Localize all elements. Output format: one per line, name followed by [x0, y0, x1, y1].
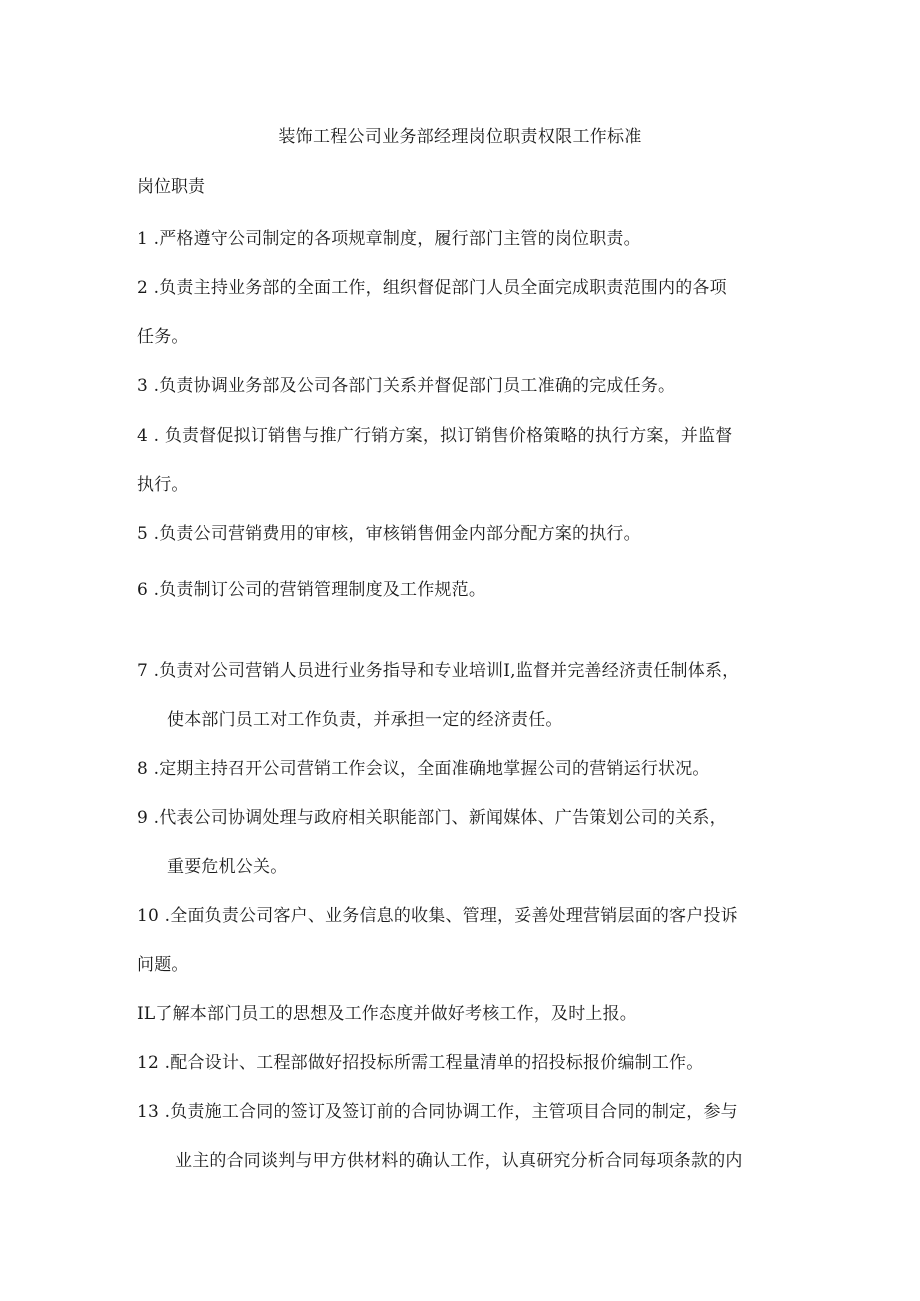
duty-line-11: IL了解本部门员工的思想及工作态度并做好考核工作，及时上报。 — [137, 1004, 638, 1024]
duty-line-1: 1 .严格遵守公司制定的各项规章制度，履行部门主管的岗位职责。 — [137, 229, 641, 249]
document-title: 装饰工程公司业务部经理岗位职责权限工作标准 — [278, 127, 642, 147]
duty-line-3: 3 .负责协调业务部及公司各部门关系并督促部门员工准确的完成任务。 — [137, 376, 676, 396]
duty-line-7: 7 .负责对公司营销人员进行业务指导和专业培训I,监督并完善经济责任制体系， — [137, 661, 740, 681]
duty-line-2: 2 .负责主持业务部的全面工作，组织督促部门人员全面完成职责范围内的各项 — [137, 278, 727, 298]
duty-line-9-cont: 重要危机公关。 — [167, 857, 288, 877]
duty-line-12: 12 .配合设计、工程部做好招投标所需工程量清单的招投标报价编制工作。 — [137, 1053, 704, 1073]
duty-line-4-cont: 执行。 — [137, 475, 189, 495]
duty-line-2-cont: 任务。 — [137, 327, 189, 347]
duty-line-13: 13 .负责施工合同的签订及签订前的合同协调工作，主管项目合同的制定，参与 — [137, 1102, 738, 1122]
duty-line-6: 6 .负责制订公司的营销管理制度及工作规范。 — [137, 580, 487, 600]
duty-line-4: 4 . 负责督促拟订销售与推广行销方案，拟订销售价格策略的执行方案，并监督 — [137, 426, 733, 446]
duty-line-10-cont: 问题。 — [137, 955, 189, 975]
duty-line-10: 10 .全面负责公司客户、业务信息的收集、管理，妥善处理营销层面的客户投诉 — [137, 906, 738, 926]
duty-line-13-cont: 业主的合同谈判与甲方供材料的确认工作，认真研究分析合同每项条款的内 — [175, 1151, 743, 1171]
duty-line-8: 8 .定期主持召开公司营销工作会议，全面准确地掌握公司的营销运行状况。 — [137, 759, 710, 779]
duty-line-9: 9 .代表公司协调处理与政府相关职能部门、新闻媒体、广告策划公司的关系， — [137, 808, 727, 828]
section-heading: 岗位职责 — [137, 177, 205, 197]
duty-line-5: 5 .负责公司营销费用的审核，审核销售佣金内部分配方案的执行。 — [137, 524, 641, 544]
duty-line-7-cont: 使本部门员工对工作负责，并承担一定的经济责任。 — [167, 710, 563, 730]
